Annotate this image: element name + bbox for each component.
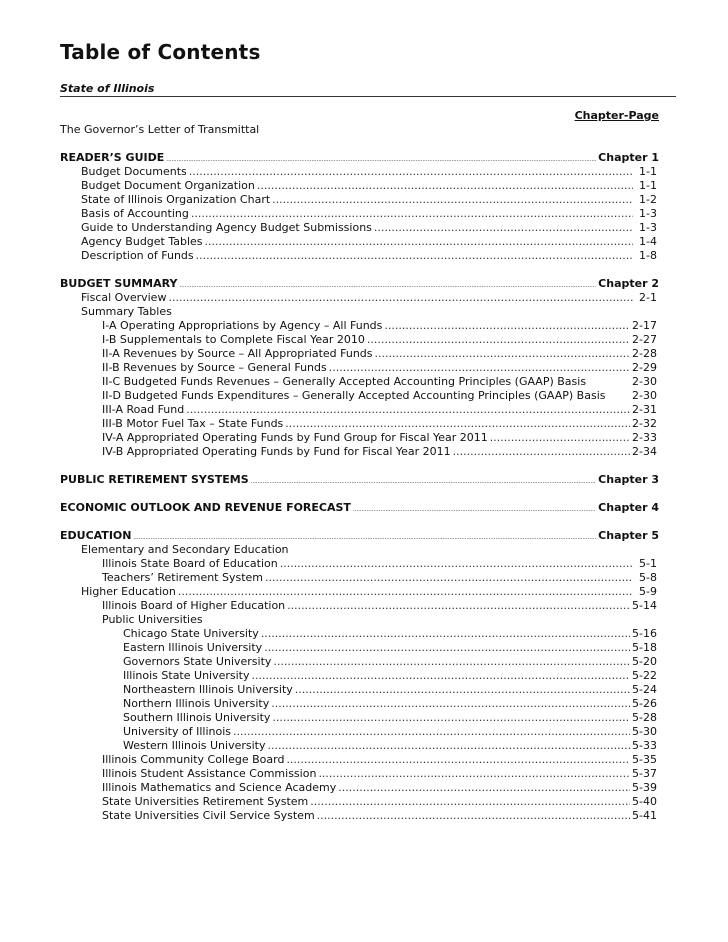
toc-entry-title: University of Illinois xyxy=(123,725,231,738)
toc-page-number: 2-32 xyxy=(632,417,657,430)
toc-entry-title: Governors State University xyxy=(123,655,272,668)
toc-entry-row[interactable] xyxy=(60,389,659,403)
dot-leader xyxy=(374,221,633,235)
dot-leader xyxy=(272,711,630,725)
toc-page-number: 2-31 xyxy=(632,403,657,416)
toc-entry-title: Public Universities xyxy=(102,613,203,626)
toc-page-number: Chapter 3 xyxy=(598,473,659,486)
toc-entry-title: Fiscal Overview xyxy=(81,291,167,304)
toc-entry-row[interactable] xyxy=(60,571,659,585)
dot-leader xyxy=(490,431,630,445)
dot-leader xyxy=(287,599,630,613)
toc-entry-title: Summary Tables xyxy=(81,305,172,318)
dot-leader xyxy=(186,403,630,417)
dot-leader xyxy=(295,683,630,697)
dot-leader xyxy=(251,475,597,489)
dot-leader xyxy=(272,193,633,207)
toc-entry-row[interactable] xyxy=(60,669,659,683)
toc-page-number: 1-4 xyxy=(639,235,657,248)
toc-entry-title: State of Illinois Organization Chart xyxy=(81,193,271,206)
toc-page-number: 1-1 xyxy=(639,165,657,178)
toc-entry-row[interactable] xyxy=(60,725,659,739)
toc-entry-title: Southern Illinois University xyxy=(123,711,271,724)
chapter-page-header: Chapter-Page xyxy=(574,109,659,122)
toc-entry-row[interactable] xyxy=(60,333,659,347)
toc-page-number: 2-30 xyxy=(632,389,657,402)
toc-page-number: 5-41 xyxy=(632,809,657,822)
toc-page-number: 5-37 xyxy=(632,767,657,780)
toc-entry-title: EDUCATION xyxy=(60,529,132,542)
toc-entry-title: Illinois Board of Higher Education xyxy=(102,599,286,612)
toc-page-number: 2-27 xyxy=(632,333,657,346)
toc-page-number: 5-40 xyxy=(632,795,657,808)
toc-entry-title: IV-B Appropriated Operating Funds by Fund for Fiscal Year 2011 xyxy=(102,445,451,458)
toc-entry-title: Elementary and Secondary Education xyxy=(81,543,289,556)
dot-leader xyxy=(178,585,633,599)
toc-entry-title: Illinois Community College Board xyxy=(102,753,285,766)
toc-entry-title: Illinois State Board of Education xyxy=(102,557,278,570)
toc-entry-title: Agency Budget Tables xyxy=(81,235,203,248)
toc-page-number: 5-1 xyxy=(639,557,657,570)
toc-page-number: 5-8 xyxy=(639,571,657,584)
toc-page-number: 1-3 xyxy=(639,207,657,220)
toc-entry-row[interactable] xyxy=(60,641,659,655)
toc-page-number: 5-35 xyxy=(632,753,657,766)
toc-entry-row[interactable] xyxy=(60,599,659,613)
toc-entry-row[interactable] xyxy=(60,165,659,179)
toc-entry-row[interactable] xyxy=(60,809,659,823)
dot-leader xyxy=(257,179,633,193)
page-subtitle: State of Illinois xyxy=(60,82,155,95)
dot-leader xyxy=(264,641,630,655)
dot-leader xyxy=(268,739,631,753)
toc-entry-title: III-B Motor Fuel Tax – State Funds xyxy=(102,417,284,430)
toc-entry-title: BUDGET SUMMARY xyxy=(60,277,178,290)
toc-page-number: 5-20 xyxy=(632,655,657,668)
dot-leader xyxy=(353,503,596,517)
toc-entry-row[interactable] xyxy=(60,613,659,627)
dot-leader xyxy=(265,571,633,585)
toc-entry-row[interactable] xyxy=(60,319,659,333)
dot-leader xyxy=(375,347,631,361)
toc-entry-row[interactable] xyxy=(60,207,659,221)
dot-leader xyxy=(317,809,630,823)
dot-leader xyxy=(261,627,630,641)
toc-page-number: 2-34 xyxy=(632,445,657,458)
toc-page-number: 5-26 xyxy=(632,697,657,710)
toc-spacer xyxy=(60,515,659,529)
toc-entry-row[interactable] xyxy=(60,795,659,809)
toc-section-row[interactable] xyxy=(60,501,659,515)
dot-leader xyxy=(233,725,630,739)
toc-entry-title: Description of Funds xyxy=(81,249,194,262)
toc-entry-row[interactable] xyxy=(60,235,659,249)
toc-entry-title: Guide to Understanding Agency Budget Submissions xyxy=(81,221,372,234)
toc-page-number: 2-28 xyxy=(632,347,657,360)
toc-entry-row[interactable] xyxy=(60,683,659,697)
toc-entry-row[interactable] xyxy=(60,123,659,137)
toc-entry-title: State Universities Civil Service System xyxy=(102,809,315,822)
toc-section-row[interactable] xyxy=(60,529,659,543)
header-rule xyxy=(60,96,676,97)
dot-leader xyxy=(338,781,630,795)
toc-entry-row[interactable] xyxy=(60,753,659,767)
toc-entry-title: Teachers’ Retirement System xyxy=(102,571,264,584)
toc-entry-title: Illinois Mathematics and Science Academy xyxy=(102,781,337,794)
toc-spacer xyxy=(60,263,659,277)
toc-spacer xyxy=(60,137,659,151)
dot-leader xyxy=(168,291,633,305)
toc-entry-title: I-B Supplementals to Complete Fiscal Year 2010 xyxy=(102,333,365,346)
toc-page-number: 2-29 xyxy=(632,361,657,374)
toc-page-number: Chapter 2 xyxy=(598,277,659,290)
toc-page-number: 5-16 xyxy=(632,627,657,640)
toc-entry-row[interactable] xyxy=(60,249,659,263)
toc-entry-row[interactable] xyxy=(60,627,659,641)
toc-page-number: 5-22 xyxy=(632,669,657,682)
dot-leader xyxy=(285,417,630,431)
toc-entry-title: III-A Road Fund xyxy=(102,403,185,416)
toc-entry-row[interactable] xyxy=(60,781,659,795)
toc-entry-row[interactable] xyxy=(60,697,659,711)
toc-entry-row[interactable] xyxy=(60,193,659,207)
toc-entry-row[interactable] xyxy=(60,305,659,319)
toc-entry-title: Illinois Student Assistance Commission xyxy=(102,767,317,780)
toc-entry-title: Budget Documents xyxy=(81,165,187,178)
toc-entry-row[interactable] xyxy=(60,655,659,669)
toc-entry-row[interactable] xyxy=(60,375,659,389)
toc-page-number: 1-2 xyxy=(639,193,657,206)
dot-leader xyxy=(318,767,630,781)
toc-page-number: 5-9 xyxy=(639,585,657,598)
dot-leader xyxy=(329,361,630,375)
toc-entry-title: II-C Budgeted Funds Revenues – Generally Accepted Accounting Principles (GAAP) Basis xyxy=(102,375,587,388)
toc-page-number: 2-33 xyxy=(632,431,657,444)
toc-entry-row[interactable] xyxy=(60,221,659,235)
toc-entry-title: Eastern Illinois University xyxy=(123,641,263,654)
toc-page-number: 2-1 xyxy=(639,291,657,304)
toc-entry-row[interactable] xyxy=(60,445,659,459)
toc-entry-row[interactable] xyxy=(60,417,659,431)
dot-leader xyxy=(280,557,633,571)
dot-leader xyxy=(252,669,631,683)
toc-entry-title: Northern Illinois University xyxy=(123,697,270,710)
toc-page-number: 1-1 xyxy=(639,179,657,192)
dot-leader xyxy=(273,655,630,669)
toc-page-number: 1-8 xyxy=(639,249,657,262)
toc-spacer xyxy=(60,487,659,501)
toc-entry-title: II-A Revenues by Source – All Appropriated Funds xyxy=(102,347,373,360)
toc-entry-row[interactable] xyxy=(60,431,659,445)
dot-leader xyxy=(191,207,633,221)
toc-entry-row[interactable] xyxy=(60,403,659,417)
toc-entry-row[interactable] xyxy=(60,739,659,753)
toc-entry-row[interactable] xyxy=(60,291,659,305)
toc-entry-title: Higher Education xyxy=(81,585,176,598)
toc-entry-title: Budget Document Organization xyxy=(81,179,255,192)
toc-entry-row[interactable] xyxy=(60,585,659,599)
toc-entry-row[interactable] xyxy=(60,179,659,193)
toc-entry-title: Basis of Accounting xyxy=(81,207,189,220)
page-title: Table of Contents xyxy=(60,40,261,64)
toc-entry-title: II-D Budgeted Funds Expenditures – Generally Accepted Accounting Principles (GAAP) Basis xyxy=(102,389,606,402)
dot-leader xyxy=(205,235,633,249)
toc-page-number: 5-33 xyxy=(632,739,657,752)
dot-leader xyxy=(196,249,633,263)
toc-page-number: 2-30 xyxy=(632,375,657,388)
toc-page-number: 5-30 xyxy=(632,725,657,738)
toc-entry-title: ECONOMIC OUTLOOK AND REVENUE FORECAST xyxy=(60,501,351,514)
toc-entry-title: Northeastern Illinois University xyxy=(123,683,293,696)
toc-entry-title: PUBLIC RETIREMENT SYSTEMS xyxy=(60,473,249,486)
toc-page-number: 5-39 xyxy=(632,781,657,794)
toc-spacer xyxy=(60,459,659,473)
toc-entry-title: II-B Revenues by Source – General Funds xyxy=(102,361,327,374)
dot-leader xyxy=(384,319,630,333)
toc-entry-title: Illinois State University xyxy=(123,669,250,682)
table-of-contents xyxy=(60,123,659,823)
toc-entry-title: IV-A Appropriated Operating Funds by Fund Group for Fiscal Year 2011 xyxy=(102,431,488,444)
toc-page-number: Chapter 4 xyxy=(598,501,659,514)
toc-page-number: 5-14 xyxy=(632,599,657,612)
toc-page-number: 2-17 xyxy=(632,319,657,332)
toc-entry-row[interactable] xyxy=(60,767,659,781)
toc-page-number: 5-24 xyxy=(632,683,657,696)
toc-entry-row[interactable] xyxy=(60,361,659,375)
toc-entry-row[interactable] xyxy=(60,543,659,557)
toc-entry-row[interactable] xyxy=(60,711,659,725)
dot-leader xyxy=(189,165,633,179)
dot-leader xyxy=(453,445,630,459)
toc-entry-title: Western Illinois University xyxy=(123,739,266,752)
toc-entry-title: I-A Operating Appropriations by Agency – All Funds xyxy=(102,319,383,332)
toc-entry-title: Chicago State University xyxy=(123,627,259,640)
toc-section-row[interactable] xyxy=(60,151,659,165)
dot-leader xyxy=(271,697,630,711)
toc-page-number: Chapter 1 xyxy=(598,151,659,164)
toc-section-row[interactable] xyxy=(60,473,659,487)
toc-page-number: Chapter 5 xyxy=(598,529,659,542)
toc-entry-row[interactable] xyxy=(60,557,659,571)
dot-leader xyxy=(286,753,630,767)
toc-section-row[interactable] xyxy=(60,277,659,291)
toc-page-number: 1-3 xyxy=(639,221,657,234)
toc-entry-title: State Universities Retirement System xyxy=(102,795,309,808)
dot-leader xyxy=(367,333,630,347)
toc-page-number: 5-28 xyxy=(632,711,657,724)
toc-entry-title: The Governor’s Letter of Transmittal xyxy=(60,123,260,136)
toc-entry-row[interactable] xyxy=(60,347,659,361)
toc-page-number: 5-18 xyxy=(632,641,657,654)
dot-leader xyxy=(310,795,630,809)
toc-entry-title: READER’S GUIDE xyxy=(60,151,165,164)
